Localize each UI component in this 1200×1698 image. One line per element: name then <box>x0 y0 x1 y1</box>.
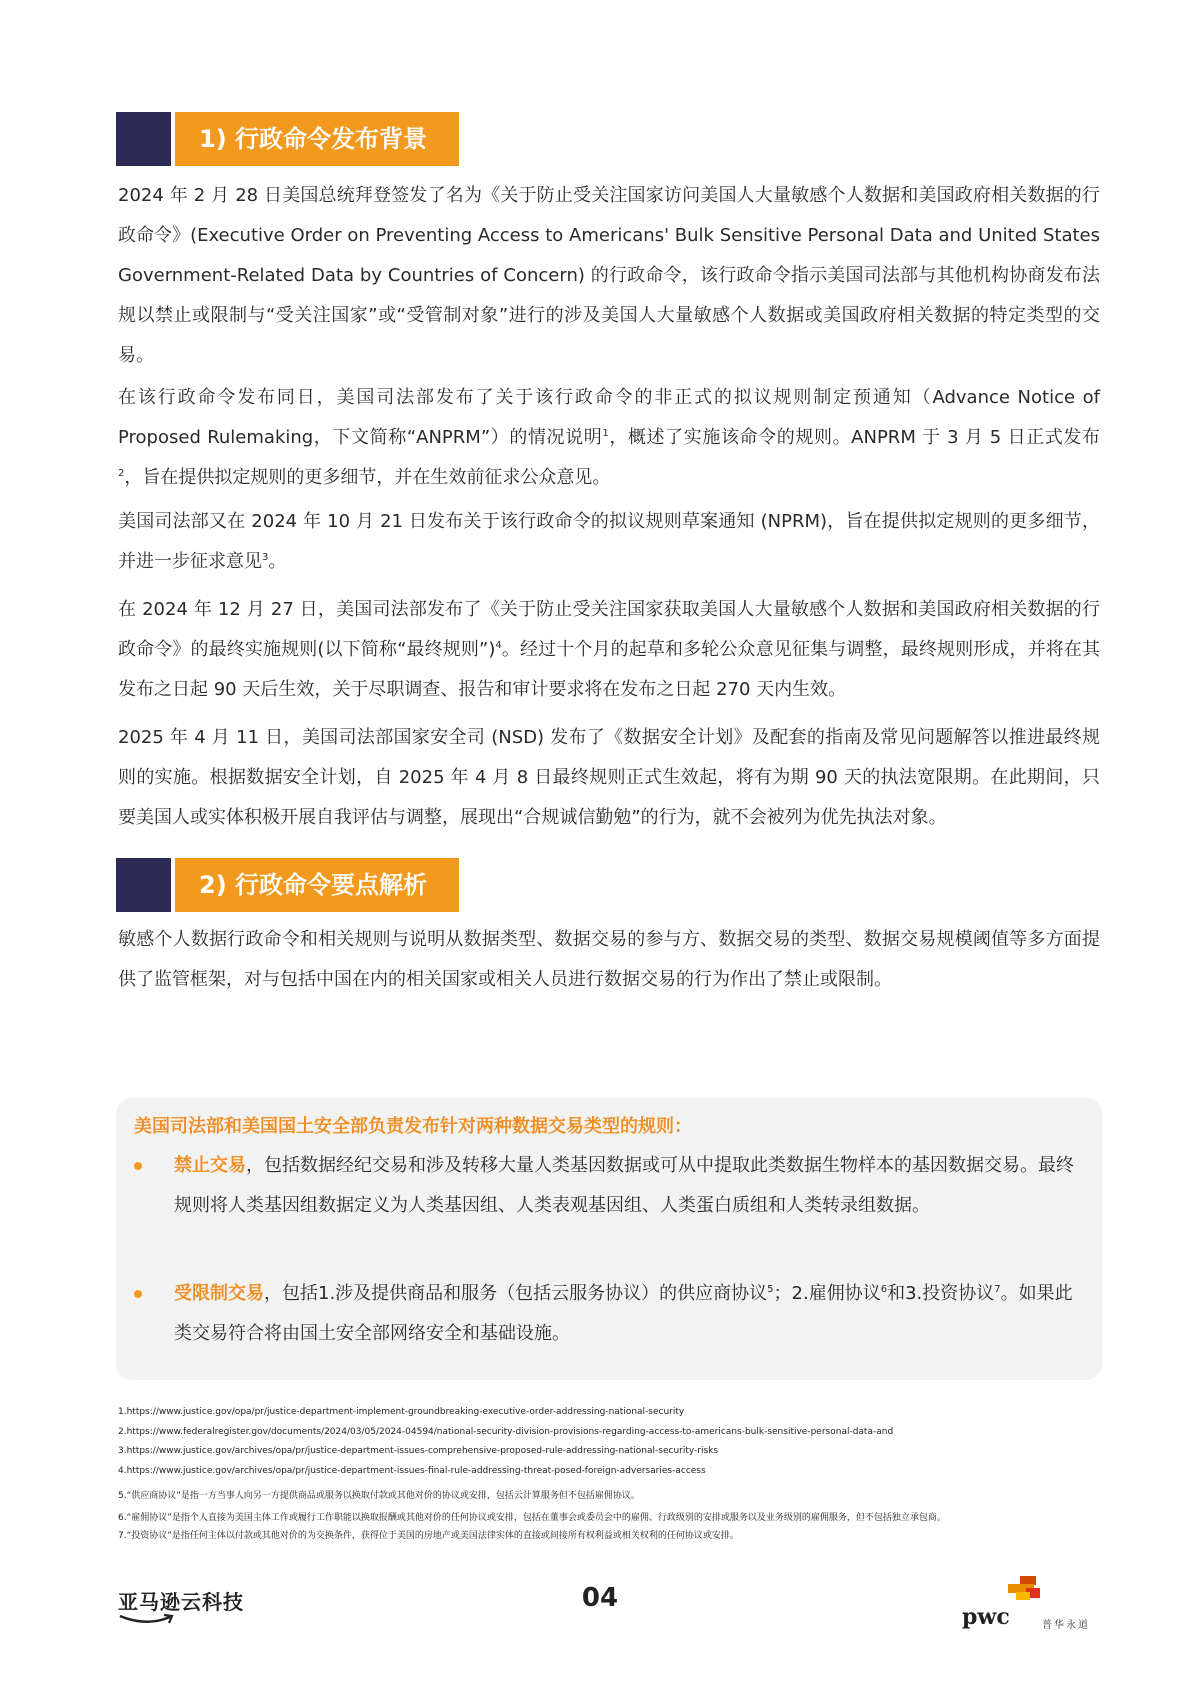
pwc-wordmark: pwc <box>962 1604 1010 1630</box>
bullet-dot-icon <box>134 1290 142 1298</box>
callout-title: 美国司法部和美国国土安全部负责发布针对两种数据交易类型的规则： <box>134 1116 692 1137</box>
smile-arrow-icon <box>118 1613 178 1627</box>
footnote-ref: 3 <box>262 552 269 563</box>
bullet-prohibited: 禁止交易，包括数据经纪交易和涉及转移大量人类基因数据或可从中提取此类数据生物样本的基因数据交易。最终规则将人类基因组数据定义为人类基因组、人类表观基因组、人类蛋白质组和人类转录组数据。 <box>134 1146 1080 1226</box>
bullet-keyword: 禁止交易 <box>174 1155 246 1176</box>
footnote-ref: 7 <box>994 1284 1001 1295</box>
bullet-keyword: 受限制交易 <box>174 1283 264 1304</box>
paragraph-4: 在 2024 年 12 月 27 日，美国司法部发布了《关于防止受关注国家获取美国人大量敏感个人数据和美国政府相关数据的行政命令》的最终实施规则(以下简称“最终规则”)$^4$。经过十个月的起草和多轮公众意见征集与调整，最终规则形成，并将在其发布之日起 90 天后生效，关于尽职调查、报告和审计要求将在发布之日起 270 天内生效。 <box>118 599 1100 700</box>
footnote-ref: 5 <box>767 1284 774 1295</box>
footnote: 6.“雇佣协议”是指个人直接为美国主体工作或履行工作职能以换取报酬或其他对价的任何协议或安排，包括在董事会或委员会中的雇佣、行政级别的安排或服务以及业务级别的雇佣服务，但不包括独立承包商。 <box>118 1512 946 1523</box>
footnote-ref: 4 <box>495 640 502 651</box>
section-header-1 <box>116 112 459 166</box>
footnote-ref: 6 <box>880 1284 888 1295</box>
aws-logo: 亚马逊云科技 <box>118 1586 244 1627</box>
footnote-link[interactable]: 3.https://www.justice.gov/archives/opa/pr/justice-department-issues-comprehensive-proposed-rule-addressing-national-security-risks <box>118 1446 719 1456</box>
paragraph-1: 2024 年 2 月 28 日美国总统拜登签发了名为《关于防止受关注国家访问美国人大量敏感个人数据和美国政府相关数据的行政命令》(Executive Order on Preventing Access to Americans' Bulk Sensitive Personal Data and United States Government-Related Data by Countries of Concern) 的行政命令，该行政命令指示美国司法部与其他机构协商发布法规以禁止或限制与“受关注国家”或“受管制对象”进行的涉及美国人大量敏感个人数据或美国政府相关数据的特定类型的交易。 <box>118 185 1100 366</box>
footnotes <box>118 1403 1100 1547</box>
pwc-chinese-name: 普华永道 <box>1042 1620 1090 1631</box>
section-title: 1) 行政命令发布背景 <box>175 112 459 166</box>
pwc-logo <box>962 1576 1102 1636</box>
paragraph-3: 美国司法部又在 2024 年 10 月 21 日发布关于该行政命令的拟议规则草案通知 (NPRM)，旨在提供拟定规则的更多细节，并进一步征求意见$^3$。 <box>118 511 1100 572</box>
paragraph-5: 2025 年 4 月 11 日，美国司法部国家安全司 (NSD) 发布了《数据安全计划》及配套的指南及常见问题解答以推进最终规则的实施。根据数据安全计划，自 2025 年 4 月 8 日最终规则正式生效起，将有为期 90 天的执法宽限期。在此期间，只要美国人或实体积极开展自我评估与调整，展现出“合规诚信勤勉”的行为，就不会被列为优先执法对象。 <box>118 727 1100 828</box>
paragraph-6: 敏感个人数据行政命令和相关规则与说明从数据类型、数据交易的参与方、数据交易的类型、数据交易规模阈值等多方面提供了监管框架，对与包括中国在内的相关国家或相关人员进行数据交易的行为作出了禁止或限制。 <box>118 929 1100 990</box>
section-title: 2) 行政命令要点解析 <box>175 858 459 912</box>
footnote-ref: 2 <box>118 468 125 479</box>
section-marker <box>116 112 171 166</box>
footnote-link[interactable]: 4.https://www.justice.gov/archives/opa/pr/justice-department-issues-final-rule-addressing-threat-posed-foreign-adversaries-access <box>118 1465 706 1476</box>
page-number: 04 <box>581 1583 619 1613</box>
footnote-link[interactable]: 2.https://www.federalregister.gov/documents/2024/03/05/2024-04594/national-security-division-provisions-regarding-access-to-americans-bulk-sensitive-personal-data-and <box>118 1426 894 1437</box>
footnote-ref: 1 <box>602 428 609 439</box>
footnote-link[interactable]: 1.https://www.justice.gov/opa/pr/justice-department-implement-groundbreaking-executive-order-addressing-national-security <box>118 1407 685 1417</box>
footnote: 5.“供应商协议”是指一方当事人向另一方提供商品或服务以换取付款或其他对价的协议或安排，包括云计算服务但不包括雇佣协议。 <box>118 1491 640 1501</box>
pwc-mark-icon <box>998 1576 1058 1606</box>
footnote: 7.“投资协议”是指任何主体以付款或其他对价的为交换条件，获得位于美国的房地产或美国法律实体的直接或间接所有权利益或相关权利的任何协议或安排。 <box>118 1530 739 1541</box>
bullet-restricted: 受限制交易，包括1.涉及提供商品和服务（包括云服务协议）的供应商协议$^5$；2.雇佣协议$^6$和3.投资协议$^7$。如果此类交易符合将由国土安全部网络安全和基础设施。 <box>134 1274 1080 1354</box>
section-header-2 <box>116 858 459 912</box>
callout-box <box>116 1098 1102 1380</box>
section-marker <box>116 858 171 912</box>
paragraph-2: 在该行政命令发布同日，美国司法部发布了关于该行政命令的非正式的拟议规则制定预通知（Advance Notice of Proposed Rulemaking，下文简称“ANPRM”）的情况说明$^1$，概述了实施该命令的规则。ANPRM 于 3 月 5 日正式发布$^2$，旨在提供拟定规则的更多细节，并在生效前征求公众意见。 <box>118 387 1100 488</box>
bullet-dot-icon <box>134 1162 142 1170</box>
